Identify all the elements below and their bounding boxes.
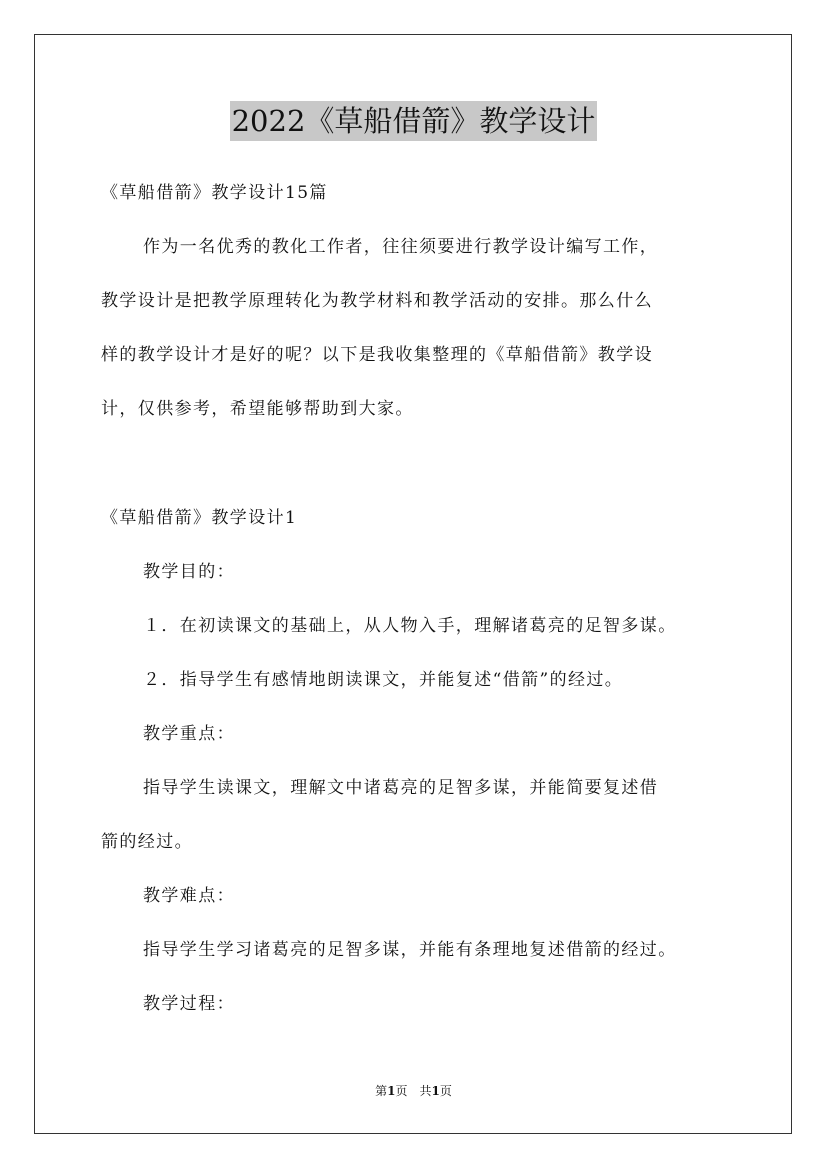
- footer-suffix: 页: [439, 1084, 452, 1098]
- key-points-line-1: 指导学生读课文，理解文中诸葛亮的足智多谋，并能简要复述借: [143, 778, 659, 798]
- intro-line-1: 作为一名优秀的教化工作者，往往须要进行教学设计编写工作，: [143, 237, 659, 257]
- difficulty-label: 教学难点：: [143, 886, 235, 906]
- objective-item-1: １．在初读课文的基础上，从人物入手，理解诸葛亮的足智多谋。: [143, 616, 677, 636]
- objectives-label: 教学目的：: [143, 562, 235, 582]
- key-points-line-2: 箭的经过。: [101, 832, 193, 852]
- intro-line-4: 计，仅供参考，希望能够帮助到大家。: [101, 399, 414, 419]
- footer-mid: 页 共: [395, 1084, 432, 1098]
- section-heading: 《草船借箭》教学设计1: [101, 508, 298, 528]
- intro-line-2: 教学设计是把教学原理转化为教学材料和教学活动的安排。那么什么: [101, 291, 653, 311]
- page-footer: [0, 1082, 827, 1100]
- document-subtitle: 《草船借箭》教学设计15篇: [101, 183, 328, 203]
- document-title: 2022《草船借箭》教学设计: [230, 101, 598, 141]
- footer-page-number: 1: [387, 1084, 396, 1098]
- objective-item-2: ２．指导学生有感情地朗读课文，并能复述“借箭”的经过。: [143, 670, 624, 690]
- title-container: [0, 101, 827, 141]
- footer-prefix: 第: [375, 1084, 388, 1098]
- key-points-label: 教学重点：: [143, 724, 235, 744]
- difficulty-text: 指导学生学习诸葛亮的足智多谋，并能有条理地复述借箭的经过。: [143, 940, 677, 960]
- footer-total-pages: 1: [431, 1084, 440, 1098]
- intro-line-3: 样的教学设计才是好的呢？以下是我收集整理的《草船借箭》教学设: [101, 345, 653, 365]
- process-label: 教学过程：: [143, 994, 235, 1014]
